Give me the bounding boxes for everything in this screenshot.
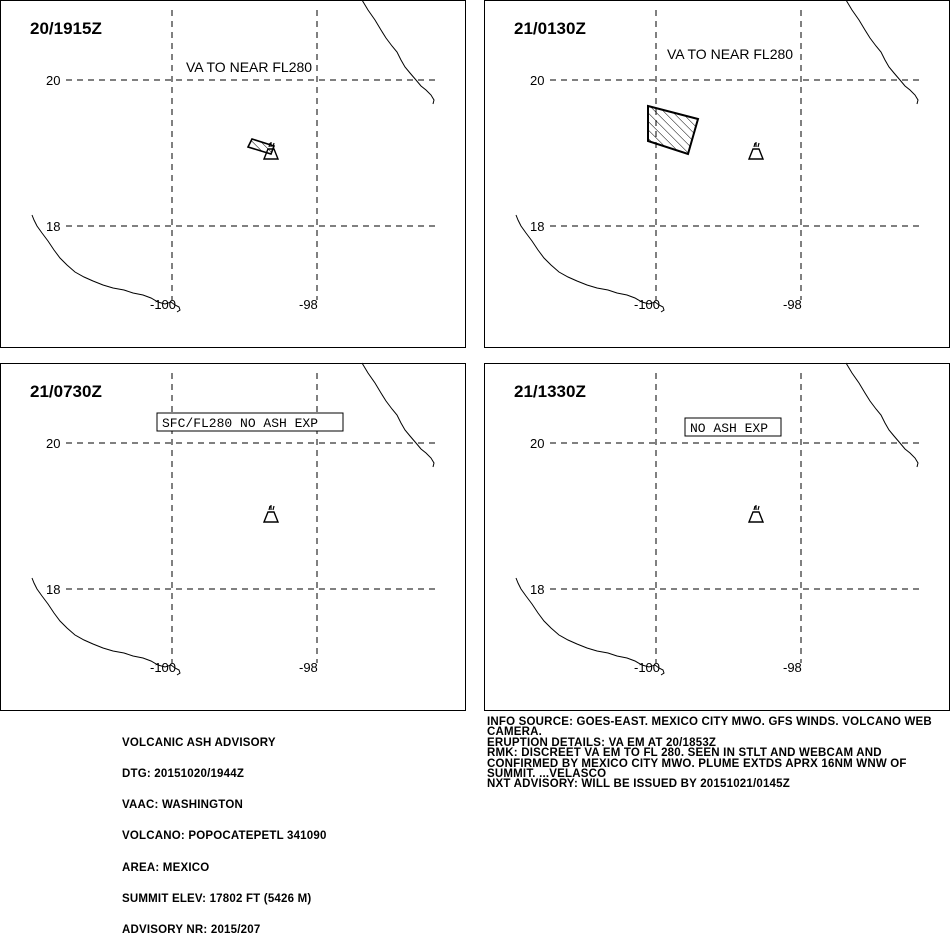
forecast-panel-4 [485,363,950,711]
longitude-label: -98 [299,297,318,312]
forecast-time-label: 21/0730Z [30,382,102,401]
longitude-label: -100 [150,660,177,675]
forecast-panel-1 [1,0,466,348]
advisory-area: AREA: MEXICO [122,861,210,874]
advisory-info-source: INFO SOURCE: GOES-EAST. MEXICO CITY MWO. GFS WINDS. VOLCANO WEB CAMERA. [487,716,932,739]
advisory-title: VOLCANIC ASH ADVISORY [122,736,276,749]
status-note: VA TO NEAR FL280 [667,46,794,62]
status-note: NO ASH EXP [690,421,769,436]
latitude-label: 18 [46,582,61,597]
panel-frame [1,1,466,348]
latitude-label: 18 [530,582,545,597]
forecast-panel-3 [1,363,466,711]
latitude-label: 20 [46,73,61,88]
advisory-number: ADVISORY NR: 2015/207 [122,924,261,937]
longitude-label: -100 [634,297,661,312]
longitude-label: -98 [783,297,802,312]
advisory-next: NXT ADVISORY: WILL BE ISSUED BY 20151021/0145Z [487,778,790,791]
longitude-label: -100 [150,297,177,312]
advisory-remarks: RMK: DISCREET VA EM TO FL 280. SEEN IN STLT AND WEBCAM AND CONFIRMED BY MEXICO CITY MWO. PLUME EXTDS APRX 16NM WNW OF SUMMIT. ...VELASCO [487,747,907,781]
longitude-label: -98 [299,660,318,675]
forecast-time-label: 21/1330Z [514,382,586,401]
longitude-label: -98 [783,660,802,675]
latitude-label: 20 [46,436,61,451]
advisory-summit-elev: SUMMIT ELEV: 17802 FT (5426 M) [122,892,312,905]
status-note: VA TO NEAR FL280 [186,59,313,75]
latitude-label: 18 [46,219,61,234]
forecast-time-label: 20/1915Z [30,19,102,38]
advisory-volcano: VOLCANO: POPOCATEPETL 341090 [122,830,327,843]
advisory-right-block [487,717,942,790]
advisory-eruption-details: ERUPTION DETAILS: VA EM AT 20/1853Z [487,736,717,749]
status-note: SFC/FL280 NO ASH EXP [162,416,319,431]
latitude-label: 18 [530,219,545,234]
longitude-label: -100 [634,660,661,675]
latitude-label: 20 [530,73,545,88]
latitude-label: 20 [530,436,545,451]
panel-frame [485,364,950,711]
advisory-left-block [122,717,327,946]
advisory-vaac: VAAC: WASHINGTON [122,799,243,812]
forecast-panel-2 [485,0,950,348]
forecast-time-label: 21/0130Z [514,19,586,38]
advisory-dtg: DTG: 20151020/1944Z [122,768,245,781]
